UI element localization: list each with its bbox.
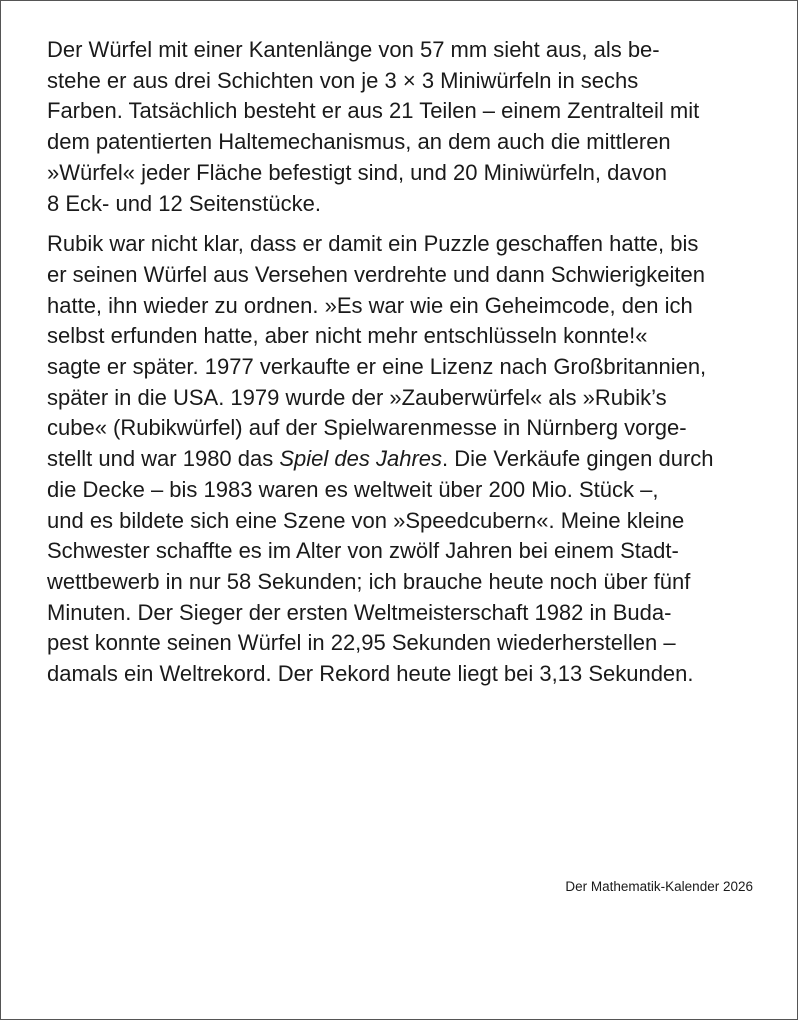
text-line: sagte er später. 1977 verkaufte er eine Lizenz nach Großbritannien,	[47, 354, 707, 380]
text-line: Rubik war nicht klar, dass er damit ein Puzzle geschaffen hatte, bis	[47, 231, 699, 257]
text-line: wettbewerb in nur 58 Sekunden; ich brauche heute noch über fünf	[47, 568, 691, 594]
text-segment: stellt und war 1980 das	[47, 446, 280, 472]
footer-caption: Der Mathematik-Kalender 2026	[565, 879, 753, 894]
text-line-with-italic	[47, 444, 767, 475]
text-line: cube« (Rubikwürfel) auf der Spielwarenmesse in Nürnberg vorge-	[47, 415, 687, 441]
text-line: selbst erfunden hatte, aber nicht mehr entschlüsseln konnte!«	[47, 323, 648, 349]
text-line: »Würfel« jeder Fläche befestigt sind, und 20 Miniwürfeln, davon	[47, 159, 668, 185]
text-line: die Decke – bis 1983 waren es weltweit über 200 Mio. Stück –,	[47, 476, 659, 502]
paragraph-spacer	[47, 219, 767, 229]
text-line: und es bildete sich eine Szene von »Speedcubern«. Meine kleine	[47, 507, 685, 533]
text-line: pest konnte seinen Würfel in 22,95 Sekunden wiederherstellen –	[47, 630, 676, 656]
text-line: 8 Eck- und 12 Seitenstücke.	[47, 190, 321, 216]
text-line: hatte, ihn wieder zu ordnen. »Es war wie ein Geheimcode, den ich	[47, 292, 693, 318]
text-line: er seinen Würfel aus Versehen verdrehte und dann Schwierigkeiten	[47, 261, 705, 287]
paragraph-1	[47, 35, 767, 219]
text-line: Der Würfel mit einer Kantenlänge von 57 mm sieht aus, als be-	[47, 37, 660, 62]
text-line: damals ein Weltrekord. Der Rekord heute liegt bei 3,13 Sekunden.	[47, 661, 694, 687]
text-line: dem patentierten Haltemechanismus, an dem auch die mittleren	[47, 129, 671, 155]
text-line: später in die USA. 1979 wurde der »Zauberwürfel« als »Rubik’s	[47, 384, 667, 410]
text-segment: . Die Verkäufe gingen durch	[442, 446, 714, 472]
text-line: Minuten. Der Sieger der ersten Weltmeisterschaft 1982 in Buda-	[47, 599, 672, 625]
text-line: Schwester schaffte es im Alter von zwölf Jahren bei einem Stadt-	[47, 538, 679, 564]
italic-title: Spiel des Jahres	[279, 446, 443, 472]
text-line: Farben. Tatsächlich besteht er aus 21 Teilen – einem Zentralteil mit	[47, 98, 700, 124]
text-line: stehe er aus drei Schichten von je 3 × 3 Miniwürfeln in sechs	[47, 67, 639, 93]
article-text	[47, 35, 767, 690]
paragraph-2	[47, 229, 767, 690]
